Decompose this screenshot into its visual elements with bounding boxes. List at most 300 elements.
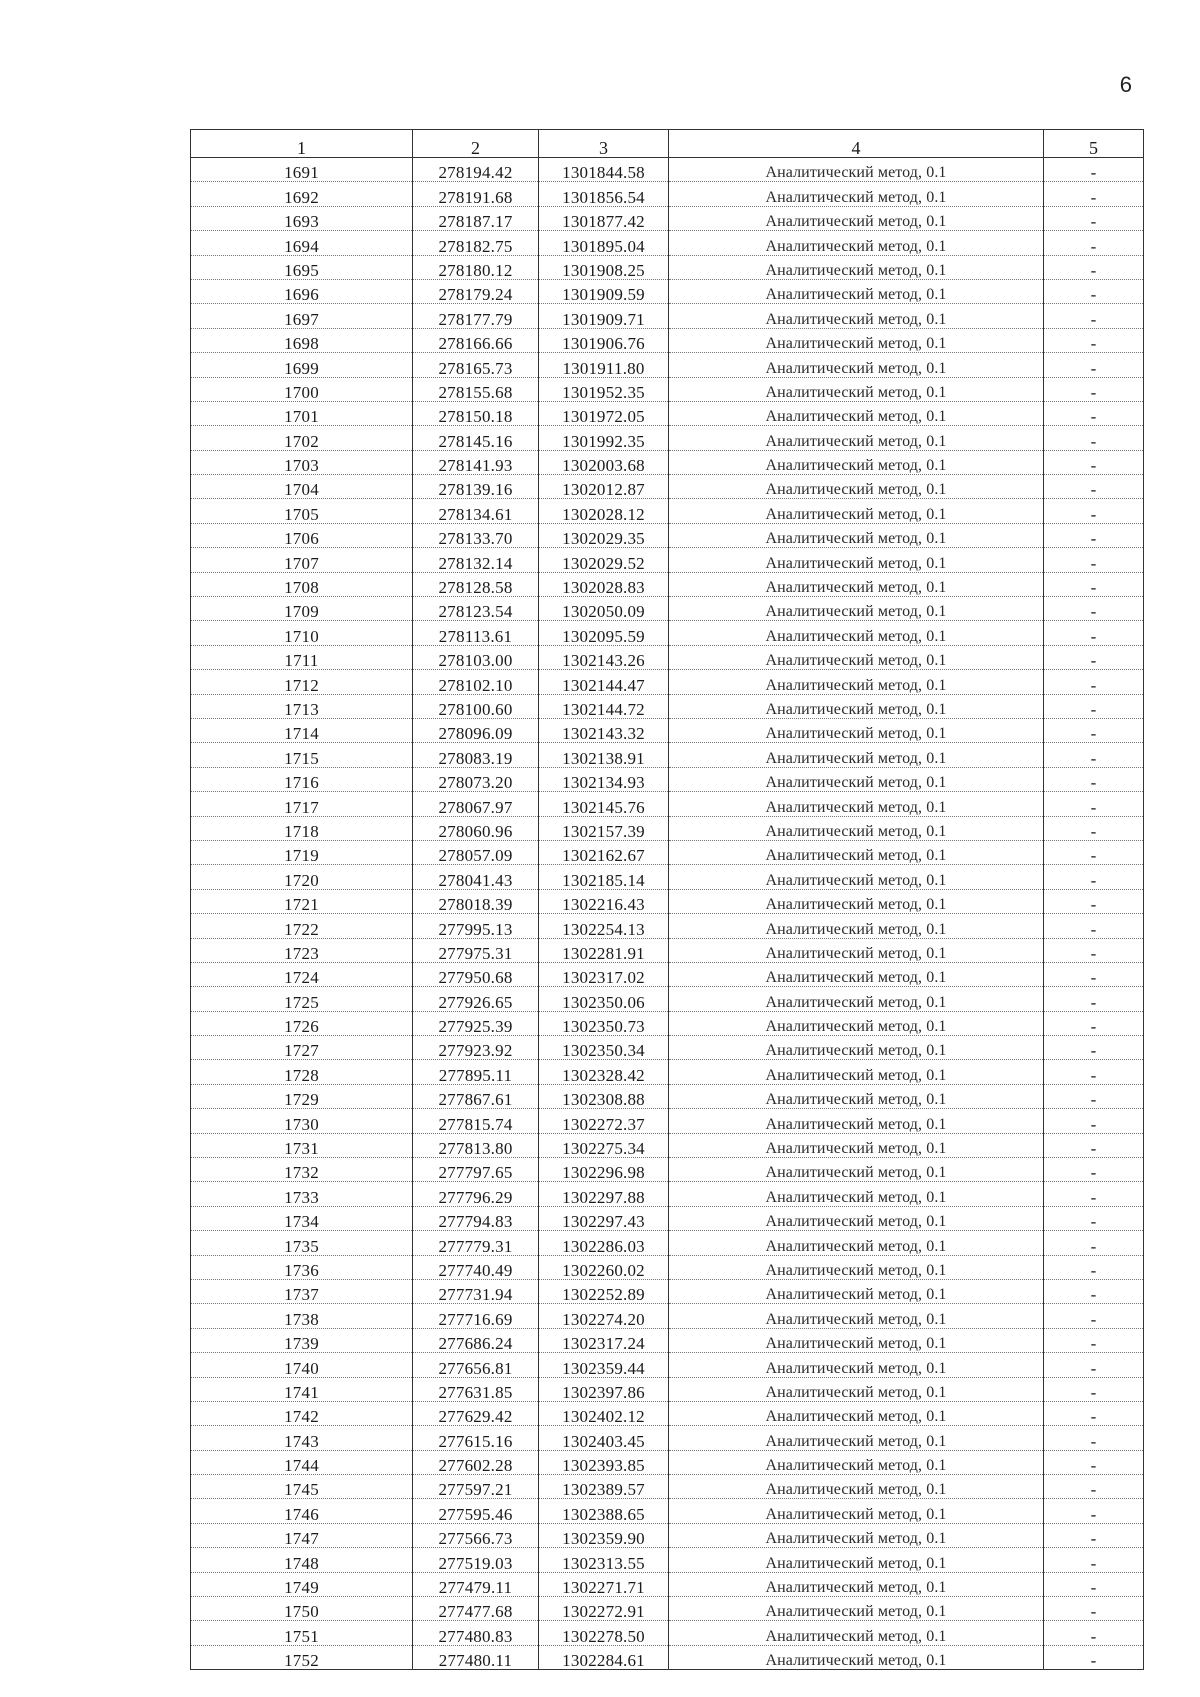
x-coordinate-cell: 278073.20	[413, 767, 539, 791]
note-cell: -	[1044, 938, 1144, 962]
y-coordinate-cell: 1302029.35	[539, 523, 669, 547]
table-row	[191, 1377, 1144, 1401]
point-number-cell: 1700	[191, 377, 413, 401]
x-coordinate-cell: 278179.24	[413, 279, 539, 303]
y-coordinate-cell: 1302350.06	[539, 987, 669, 1011]
method-cell: Аналитический метод, 0.1	[669, 865, 1044, 889]
method-cell: Аналитический метод, 0.1	[669, 1060, 1044, 1084]
y-coordinate-cell: 1302397.86	[539, 1377, 669, 1401]
method-cell: Аналитический метод, 0.1	[669, 1158, 1044, 1182]
table-row	[191, 938, 1144, 962]
x-coordinate-cell: 278141.93	[413, 450, 539, 474]
y-coordinate-cell: 1301952.35	[539, 377, 669, 401]
note-cell: -	[1044, 206, 1144, 230]
x-coordinate-cell: 278194.42	[413, 158, 539, 182]
y-coordinate-cell: 1302095.59	[539, 621, 669, 645]
y-coordinate-cell: 1302050.09	[539, 597, 669, 621]
x-coordinate-cell: 277597.21	[413, 1475, 539, 1499]
note-cell: -	[1044, 401, 1144, 425]
table-row	[191, 572, 1144, 596]
table-row	[191, 621, 1144, 645]
note-cell: -	[1044, 231, 1144, 255]
note-cell: -	[1044, 255, 1144, 279]
table-row	[191, 1597, 1144, 1621]
note-cell: -	[1044, 1182, 1144, 1206]
x-coordinate-cell: 277519.03	[413, 1548, 539, 1572]
note-cell: -	[1044, 1279, 1144, 1303]
note-cell: -	[1044, 962, 1144, 986]
x-coordinate-cell: 278083.19	[413, 743, 539, 767]
point-number-cell: 1750	[191, 1597, 413, 1621]
table-row	[191, 1182, 1144, 1206]
y-coordinate-cell: 1302278.50	[539, 1621, 669, 1645]
table-row	[191, 1401, 1144, 1425]
point-number-cell: 1738	[191, 1304, 413, 1328]
point-number-cell: 1734	[191, 1206, 413, 1230]
method-cell: Аналитический метод, 0.1	[669, 1109, 1044, 1133]
x-coordinate-cell: 278113.61	[413, 621, 539, 645]
y-coordinate-cell: 1302284.61	[539, 1645, 669, 1669]
x-coordinate-cell: 278132.14	[413, 548, 539, 572]
table-row	[191, 767, 1144, 791]
table-row	[191, 1109, 1144, 1133]
y-coordinate-cell: 1302317.24	[539, 1328, 669, 1352]
note-cell: -	[1044, 694, 1144, 718]
y-coordinate-cell: 1302003.68	[539, 450, 669, 474]
note-cell: -	[1044, 328, 1144, 352]
point-number-cell: 1740	[191, 1353, 413, 1377]
table-row	[191, 1231, 1144, 1255]
table-row	[191, 1572, 1144, 1596]
x-coordinate-cell: 278165.73	[413, 353, 539, 377]
x-coordinate-cell: 278166.66	[413, 328, 539, 352]
table-row	[191, 1304, 1144, 1328]
y-coordinate-cell: 1302274.20	[539, 1304, 669, 1328]
table-row	[191, 1206, 1144, 1230]
method-cell: Аналитический метод, 0.1	[669, 1353, 1044, 1377]
x-coordinate-cell: 278182.75	[413, 231, 539, 255]
y-coordinate-cell: 1302272.37	[539, 1109, 669, 1133]
coordinates-table	[190, 129, 1144, 1670]
y-coordinate-cell: 1302350.73	[539, 1011, 669, 1035]
y-coordinate-cell: 1302308.88	[539, 1084, 669, 1108]
x-coordinate-cell: 277716.69	[413, 1304, 539, 1328]
table-header-row	[191, 130, 1144, 158]
method-cell: Аналитический метод, 0.1	[669, 792, 1044, 816]
table-row	[191, 475, 1144, 499]
table-row	[191, 865, 1144, 889]
point-number-cell: 1732	[191, 1158, 413, 1182]
y-coordinate-cell: 1302388.65	[539, 1499, 669, 1523]
y-coordinate-cell: 1302313.55	[539, 1548, 669, 1572]
point-number-cell: 1715	[191, 743, 413, 767]
point-number-cell: 1717	[191, 792, 413, 816]
note-cell: -	[1044, 597, 1144, 621]
x-coordinate-cell: 278150.18	[413, 401, 539, 425]
note-cell: -	[1044, 548, 1144, 572]
table-row	[191, 816, 1144, 840]
point-number-cell: 1711	[191, 645, 413, 669]
x-coordinate-cell: 278067.97	[413, 792, 539, 816]
point-number-cell: 1729	[191, 1084, 413, 1108]
x-coordinate-cell: 277975.31	[413, 938, 539, 962]
y-coordinate-cell: 1302389.57	[539, 1475, 669, 1499]
header-col-2: 2	[413, 130, 539, 158]
note-cell: -	[1044, 914, 1144, 938]
table-row	[191, 1279, 1144, 1303]
x-coordinate-cell: 277566.73	[413, 1523, 539, 1547]
table-row	[191, 743, 1144, 767]
note-cell: -	[1044, 304, 1144, 328]
note-cell: -	[1044, 523, 1144, 547]
note-cell: -	[1044, 1328, 1144, 1352]
table-row	[191, 450, 1144, 474]
table-row	[191, 1158, 1144, 1182]
point-number-cell: 1749	[191, 1572, 413, 1596]
y-coordinate-cell: 1301911.80	[539, 353, 669, 377]
x-coordinate-cell: 277480.11	[413, 1645, 539, 1669]
method-cell: Аналитический метод, 0.1	[669, 1084, 1044, 1108]
x-coordinate-cell: 277631.85	[413, 1377, 539, 1401]
y-coordinate-cell: 1302012.87	[539, 475, 669, 499]
table-row	[191, 499, 1144, 523]
x-coordinate-cell: 277923.92	[413, 1036, 539, 1060]
y-coordinate-cell: 1301844.58	[539, 158, 669, 182]
x-coordinate-cell: 277950.68	[413, 962, 539, 986]
table-row	[191, 1499, 1144, 1523]
point-number-cell: 1694	[191, 231, 413, 255]
table-row	[191, 694, 1144, 718]
table-row	[191, 1060, 1144, 1084]
x-coordinate-cell: 277895.11	[413, 1060, 539, 1084]
x-coordinate-cell: 277925.39	[413, 1011, 539, 1035]
table-row	[191, 231, 1144, 255]
point-number-cell: 1701	[191, 401, 413, 425]
table-row	[191, 328, 1144, 352]
table-row	[191, 377, 1144, 401]
table-row	[191, 840, 1144, 864]
point-number-cell: 1699	[191, 353, 413, 377]
note-cell: -	[1044, 1597, 1144, 1621]
table-row	[191, 1548, 1144, 1572]
point-number-cell: 1695	[191, 255, 413, 279]
note-cell: -	[1044, 1255, 1144, 1279]
method-cell: Аналитический метод, 0.1	[669, 377, 1044, 401]
point-number-cell: 1692	[191, 182, 413, 206]
y-coordinate-cell: 1302143.32	[539, 718, 669, 742]
point-number-cell: 1743	[191, 1426, 413, 1450]
method-cell: Аналитический метод, 0.1	[669, 914, 1044, 938]
x-coordinate-cell: 277656.81	[413, 1353, 539, 1377]
note-cell: -	[1044, 987, 1144, 1011]
method-cell: Аналитический метод, 0.1	[669, 1304, 1044, 1328]
y-coordinate-cell: 1302359.44	[539, 1353, 669, 1377]
point-number-cell: 1720	[191, 865, 413, 889]
x-coordinate-cell: 277813.80	[413, 1133, 539, 1157]
x-coordinate-cell: 278133.70	[413, 523, 539, 547]
x-coordinate-cell: 277797.65	[413, 1158, 539, 1182]
table-row	[191, 1426, 1144, 1450]
table-row	[191, 279, 1144, 303]
point-number-cell: 1719	[191, 840, 413, 864]
point-number-cell: 1714	[191, 718, 413, 742]
point-number-cell: 1745	[191, 1475, 413, 1499]
point-number-cell: 1723	[191, 938, 413, 962]
method-cell: Аналитический метод, 0.1	[669, 1475, 1044, 1499]
y-coordinate-cell: 1302185.14	[539, 865, 669, 889]
y-coordinate-cell: 1302144.47	[539, 670, 669, 694]
x-coordinate-cell: 278100.60	[413, 694, 539, 718]
method-cell: Аналитический метод, 0.1	[669, 426, 1044, 450]
table-row	[191, 353, 1144, 377]
y-coordinate-cell: 1302216.43	[539, 889, 669, 913]
note-cell: -	[1044, 1548, 1144, 1572]
table-row	[191, 792, 1144, 816]
table-row	[191, 1011, 1144, 1035]
y-coordinate-cell: 1302134.93	[539, 767, 669, 791]
x-coordinate-cell: 277740.49	[413, 1255, 539, 1279]
method-cell: Аналитический метод, 0.1	[669, 1182, 1044, 1206]
note-cell: -	[1044, 743, 1144, 767]
point-number-cell: 1751	[191, 1621, 413, 1645]
note-cell: -	[1044, 1523, 1144, 1547]
y-coordinate-cell: 1302272.91	[539, 1597, 669, 1621]
table-row	[191, 1621, 1144, 1645]
point-number-cell: 1704	[191, 475, 413, 499]
x-coordinate-cell: 277867.61	[413, 1084, 539, 1108]
table-row	[191, 1645, 1144, 1669]
method-cell: Аналитический метод, 0.1	[669, 279, 1044, 303]
note-cell: -	[1044, 1645, 1144, 1669]
method-cell: Аналитический метод, 0.1	[669, 1377, 1044, 1401]
point-number-cell: 1691	[191, 158, 413, 182]
note-cell: -	[1044, 1158, 1144, 1182]
method-cell: Аналитический метод, 0.1	[669, 694, 1044, 718]
method-cell: Аналитический метод, 0.1	[669, 1011, 1044, 1035]
point-number-cell: 1742	[191, 1401, 413, 1425]
point-number-cell: 1708	[191, 572, 413, 596]
method-cell: Аналитический метод, 0.1	[669, 889, 1044, 913]
point-number-cell: 1735	[191, 1231, 413, 1255]
x-coordinate-cell: 277615.16	[413, 1426, 539, 1450]
note-cell: -	[1044, 1499, 1144, 1523]
note-cell: -	[1044, 1450, 1144, 1474]
method-cell: Аналитический метод, 0.1	[669, 1036, 1044, 1060]
table-row	[191, 158, 1144, 182]
method-cell: Аналитический метод, 0.1	[669, 1597, 1044, 1621]
table-row	[191, 670, 1144, 694]
header-col-4: 4	[669, 130, 1044, 158]
method-cell: Аналитический метод, 0.1	[669, 1328, 1044, 1352]
method-cell: Аналитический метод, 0.1	[669, 840, 1044, 864]
method-cell: Аналитический метод, 0.1	[669, 1279, 1044, 1303]
table-row	[191, 597, 1144, 621]
y-coordinate-cell: 1302402.12	[539, 1401, 669, 1425]
method-cell: Аналитический метод, 0.1	[669, 987, 1044, 1011]
point-number-cell: 1706	[191, 523, 413, 547]
note-cell: -	[1044, 1401, 1144, 1425]
note-cell: -	[1044, 279, 1144, 303]
x-coordinate-cell: 278155.68	[413, 377, 539, 401]
point-number-cell: 1725	[191, 987, 413, 1011]
method-cell: Аналитический метод, 0.1	[669, 1499, 1044, 1523]
method-cell: Аналитический метод, 0.1	[669, 499, 1044, 523]
x-coordinate-cell: 277477.68	[413, 1597, 539, 1621]
point-number-cell: 1721	[191, 889, 413, 913]
method-cell: Аналитический метод, 0.1	[669, 1548, 1044, 1572]
method-cell: Аналитический метод, 0.1	[669, 1401, 1044, 1425]
note-cell: -	[1044, 1060, 1144, 1084]
note-cell: -	[1044, 621, 1144, 645]
y-coordinate-cell: 1302138.91	[539, 743, 669, 767]
table-row	[191, 255, 1144, 279]
table-row	[191, 304, 1144, 328]
header-col-3: 3	[539, 130, 669, 158]
y-coordinate-cell: 1302254.13	[539, 914, 669, 938]
x-coordinate-cell: 278018.39	[413, 889, 539, 913]
x-coordinate-cell: 278060.96	[413, 816, 539, 840]
y-coordinate-cell: 1302350.34	[539, 1036, 669, 1060]
method-cell: Аналитический метод, 0.1	[669, 1133, 1044, 1157]
table-body	[191, 158, 1144, 1670]
note-cell: -	[1044, 499, 1144, 523]
method-cell: Аналитический метод, 0.1	[669, 816, 1044, 840]
x-coordinate-cell: 277779.31	[413, 1231, 539, 1255]
method-cell: Аналитический метод, 0.1	[669, 255, 1044, 279]
y-coordinate-cell: 1301972.05	[539, 401, 669, 425]
y-coordinate-cell: 1302328.42	[539, 1060, 669, 1084]
table-row	[191, 1255, 1144, 1279]
method-cell: Аналитический метод, 0.1	[669, 231, 1044, 255]
point-number-cell: 1722	[191, 914, 413, 938]
note-cell: -	[1044, 670, 1144, 694]
y-coordinate-cell: 1302260.02	[539, 1255, 669, 1279]
table-row	[191, 914, 1144, 938]
method-cell: Аналитический метод, 0.1	[669, 938, 1044, 962]
note-cell: -	[1044, 816, 1144, 840]
point-number-cell: 1752	[191, 1645, 413, 1669]
note-cell: -	[1044, 1475, 1144, 1499]
method-cell: Аналитический метод, 0.1	[669, 158, 1044, 182]
point-number-cell: 1733	[191, 1182, 413, 1206]
x-coordinate-cell: 278102.10	[413, 670, 539, 694]
x-coordinate-cell: 277796.29	[413, 1182, 539, 1206]
note-cell: -	[1044, 889, 1144, 913]
note-cell: -	[1044, 426, 1144, 450]
y-coordinate-cell: 1302281.91	[539, 938, 669, 962]
table-row	[191, 889, 1144, 913]
note-cell: -	[1044, 1231, 1144, 1255]
table-row	[191, 1475, 1144, 1499]
point-number-cell: 1727	[191, 1036, 413, 1060]
method-cell: Аналитический метод, 0.1	[669, 304, 1044, 328]
x-coordinate-cell: 277686.24	[413, 1328, 539, 1352]
x-coordinate-cell: 278134.61	[413, 499, 539, 523]
point-number-cell: 1737	[191, 1279, 413, 1303]
x-coordinate-cell: 278103.00	[413, 645, 539, 669]
method-cell: Аналитический метод, 0.1	[669, 401, 1044, 425]
x-coordinate-cell: 277480.83	[413, 1621, 539, 1645]
y-coordinate-cell: 1302393.85	[539, 1450, 669, 1474]
x-coordinate-cell: 277995.13	[413, 914, 539, 938]
y-coordinate-cell: 1302296.98	[539, 1158, 669, 1182]
point-number-cell: 1747	[191, 1523, 413, 1547]
point-number-cell: 1709	[191, 597, 413, 621]
x-coordinate-cell: 277926.65	[413, 987, 539, 1011]
y-coordinate-cell: 1302157.39	[539, 816, 669, 840]
y-coordinate-cell: 1302286.03	[539, 1231, 669, 1255]
method-cell: Аналитический метод, 0.1	[669, 450, 1044, 474]
method-cell: Аналитический метод, 0.1	[669, 670, 1044, 694]
x-coordinate-cell: 278180.12	[413, 255, 539, 279]
header-col-5: 5	[1044, 130, 1144, 158]
y-coordinate-cell: 1301908.25	[539, 255, 669, 279]
note-cell: -	[1044, 182, 1144, 206]
method-cell: Аналитический метод, 0.1	[669, 523, 1044, 547]
y-coordinate-cell: 1302359.90	[539, 1523, 669, 1547]
y-coordinate-cell: 1302162.67	[539, 840, 669, 864]
method-cell: Аналитический метод, 0.1	[669, 962, 1044, 986]
note-cell: -	[1044, 1304, 1144, 1328]
x-coordinate-cell: 277731.94	[413, 1279, 539, 1303]
x-coordinate-cell: 278139.16	[413, 475, 539, 499]
point-number-cell: 1736	[191, 1255, 413, 1279]
method-cell: Аналитический метод, 0.1	[669, 548, 1044, 572]
table-row	[191, 206, 1144, 230]
method-cell: Аналитический метод, 0.1	[669, 353, 1044, 377]
method-cell: Аналитический метод, 0.1	[669, 1206, 1044, 1230]
x-coordinate-cell: 277629.42	[413, 1401, 539, 1425]
y-coordinate-cell: 1301909.59	[539, 279, 669, 303]
note-cell: -	[1044, 158, 1144, 182]
note-cell: -	[1044, 377, 1144, 401]
note-cell: -	[1044, 1353, 1144, 1377]
note-cell: -	[1044, 792, 1144, 816]
table-row	[191, 426, 1144, 450]
table-row	[191, 1450, 1144, 1474]
table-row	[191, 987, 1144, 1011]
x-coordinate-cell: 278057.09	[413, 840, 539, 864]
y-coordinate-cell: 1302252.89	[539, 1279, 669, 1303]
point-number-cell: 1698	[191, 328, 413, 352]
table-row	[191, 962, 1144, 986]
note-cell: -	[1044, 353, 1144, 377]
y-coordinate-cell: 1301992.35	[539, 426, 669, 450]
note-cell: -	[1044, 718, 1144, 742]
method-cell: Аналитический метод, 0.1	[669, 1255, 1044, 1279]
x-coordinate-cell: 277479.11	[413, 1572, 539, 1596]
point-number-cell: 1713	[191, 694, 413, 718]
y-coordinate-cell: 1302145.76	[539, 792, 669, 816]
method-cell: Аналитический метод, 0.1	[669, 597, 1044, 621]
method-cell: Аналитический метод, 0.1	[669, 1231, 1044, 1255]
point-number-cell: 1707	[191, 548, 413, 572]
y-coordinate-cell: 1301895.04	[539, 231, 669, 255]
method-cell: Аналитический метод, 0.1	[669, 621, 1044, 645]
y-coordinate-cell: 1302275.34	[539, 1133, 669, 1157]
point-number-cell: 1739	[191, 1328, 413, 1352]
y-coordinate-cell: 1302144.72	[539, 694, 669, 718]
note-cell: -	[1044, 1426, 1144, 1450]
table-row	[191, 401, 1144, 425]
y-coordinate-cell: 1302143.26	[539, 645, 669, 669]
x-coordinate-cell: 277595.46	[413, 1499, 539, 1523]
method-cell: Аналитический метод, 0.1	[669, 182, 1044, 206]
y-coordinate-cell: 1301906.76	[539, 328, 669, 352]
point-number-cell: 1741	[191, 1377, 413, 1401]
method-cell: Аналитический метод, 0.1	[669, 1572, 1044, 1596]
note-cell: -	[1044, 475, 1144, 499]
